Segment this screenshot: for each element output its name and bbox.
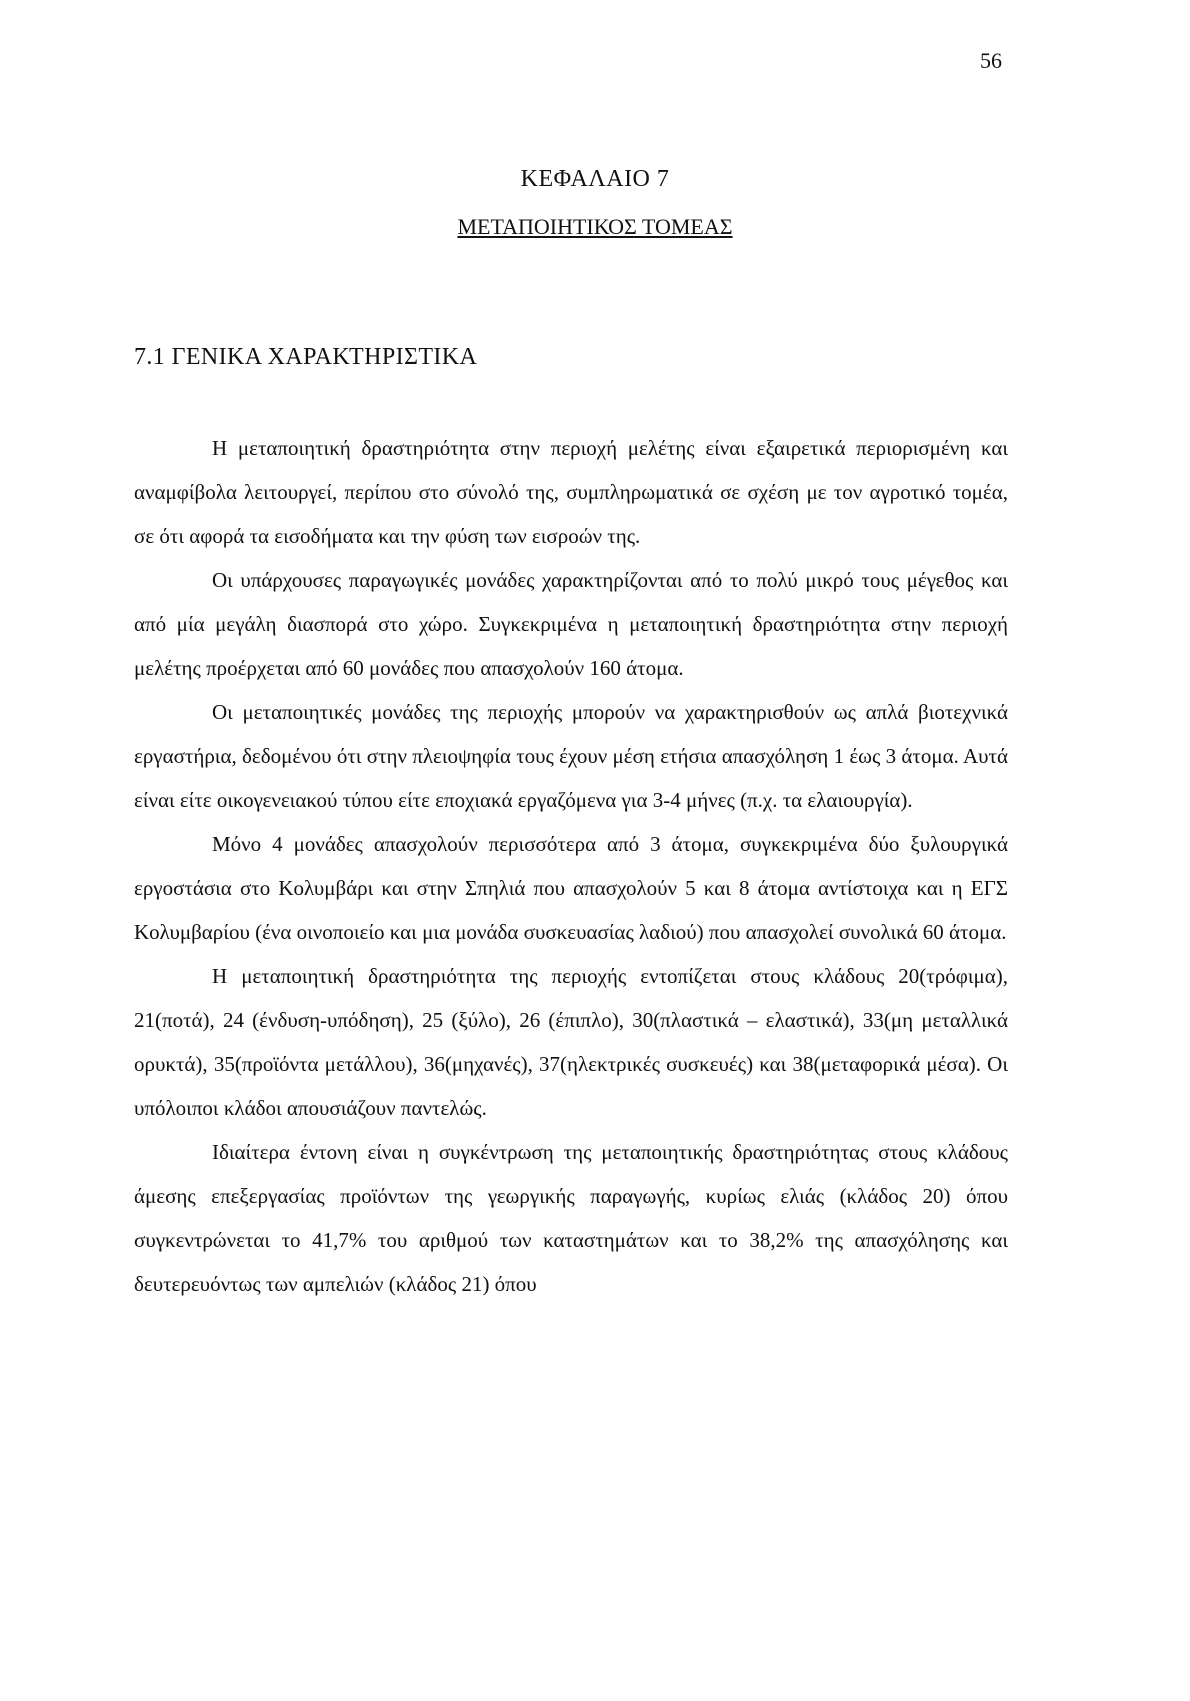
paragraph: Ιδιαίτερα έντονη είναι η συγκέντρωση της μεταποιητικής δραστηριότητας στους κλάδους άμεσης επεξεργασίας προϊόντων της γεωργικής παραγωγής, κυρίως ελιάς (κλάδος 20) όπου συγκεντρώνεται το 41,7% του αριθμού των καταστημάτων και το 38,2% της απασχόλησης και δευτερευόντως των αμπελιών (κλάδος 21) όπου (134, 1140, 1008, 1296)
page-number: 56 (980, 48, 1002, 73)
section-heading: 7.1 ΓΕΝΙΚΑ ΧΑΡΑΚΤΗΡΙΣΤΙΚΑ (134, 344, 478, 370)
paragraph: Μόνο 4 μονάδες απασχολούν περισσότερα από 3 άτομα, συγκεκριμένα δύο ξυλουργικά εργοστάσια στο Κολυμβάρι και στην Σπηλιά που απασχολούν 5 και 8 άτομα αντίστοιχα και η ΕΓΣ Κολυμβαρίου (ένα οινοποιείο και μια μονάδα συσκευασίας λαδιού) που απασχολεί συνολικά 60 άτομα. (134, 832, 1008, 944)
paragraph: Η μεταποιητική δραστηριότητα της περιοχής εντοπίζεται στους κλάδους 20(τρόφιμα), 21(ποτά), 24 (ένδυση-υπόδηση), 25 (ξύλο), 26 (έπιπλο), 30(πλαστικά – ελαστικά), 33(μη μεταλλικά ορυκτά), 35(προϊόντα μετάλλου), 36(μηχανές), 37(ηλεκτρικές συσκευές) και 38(μεταφορικά μέσα). Οι υπόλοιποι κλάδοι απουσιάζουν παντελώς. (134, 964, 1008, 1120)
body-text (134, 426, 1008, 1306)
chapter-subtitle: ΜΕΤΑΠΟΙΗΤΙΚΟΣ ΤΟΜΕΑΣ (457, 214, 733, 239)
paragraph: Οι μεταποιητικές μονάδες της περιοχής μπορούν να χαρακτηρισθούν ως απλά βιοτεχνικά εργαστήρια, δεδομένου ότι στην πλειοψηφία τους έχουν μέση ετήσια απασχόληση 1 έως 3 άτομα. Αυτά είναι είτε οικογενειακού τύπου είτε εποχιακά εργαζόμενα για 3-4 μήνες (π.χ. τα ελαιουργία). (134, 700, 1008, 812)
paragraph: Οι υπάρχουσες παραγωγικές μονάδες χαρακτηρίζονται από το πολύ μικρό τους μέγεθος και από μία μεγάλη διασπορά στο χώρο. Συγκεκριμένα η μεταποιητική δραστηριότητα στην περιοχή μελέτης προέρχεται από 60 μονάδες που απασχολούν 160 άτομα. (134, 568, 1008, 680)
chapter-title: ΚΕΦΑΛΑΙΟ 7 (520, 166, 670, 192)
paragraph: Η μεταποιητική δραστηριότητα στην περιοχή μελέτης είναι εξαιρετικά περιορισμένη και αναμφίβολα λειτουργεί, περίπου στο σύνολό της, συμπληρωματικά σε σχέση με τον αγροτικό τομέα, σε ότι αφορά τα εισοδήματα και την φύση των εισροών της. (134, 436, 1008, 548)
